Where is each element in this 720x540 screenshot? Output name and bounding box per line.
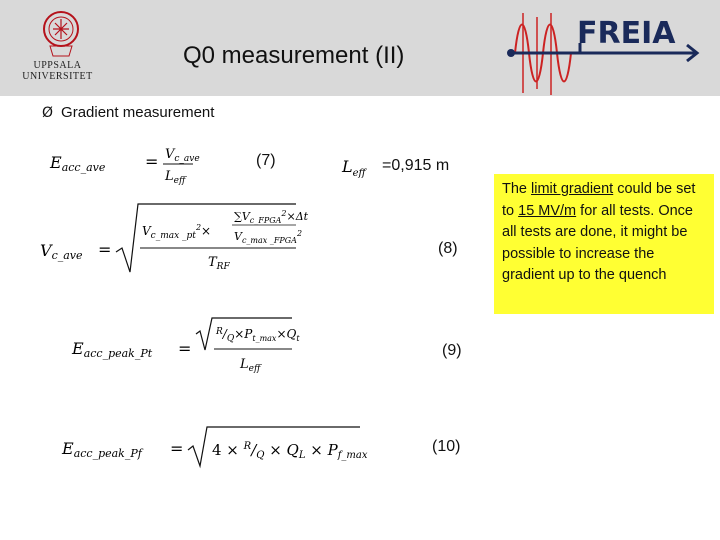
uu-logo-line1: UPPSALA [33, 60, 82, 71]
svg-text:=: = [178, 339, 192, 358]
svg-text:Leff: $L_{eff}$ [165, 169, 186, 186]
note-gradient-value: 15 MV/m [518, 202, 577, 219]
eq10-number: (10) [432, 438, 461, 455]
freia-logo-text: FREIA [577, 16, 676, 51]
equation-10 [60, 420, 370, 472]
svg-text:Eacc_peak_Pf: Eacc_peak_Pf [62, 439, 142, 460]
svg-text:Eacc_peak_Pt: Eacc_peak_Pt [72, 339, 153, 360]
equation-8 [38, 200, 309, 275]
bullet-item [42, 104, 214, 121]
svg-text:TRF: $T_{RF}$ [208, 255, 230, 272]
uppsala-university-logo [10, 10, 105, 90]
svg-text:Eacc_ave: Eacc_ave [50, 153, 106, 174]
uu-seal-icon [42, 10, 80, 60]
svg-text:4 × R/Q × QL × Pf_max: $4 \times ^R/_Q \times Q_L \times P_{f\_max}$ [212, 441, 368, 461]
uu-logo-line2: UNIVERSITET [22, 71, 93, 82]
svg-text:∑Vc_FPGA2×Δt: $\sum V_{c\_FPGA}^2\times\Delta t$ [234, 209, 309, 225]
note-limit-gradient: limit gradient [531, 181, 614, 197]
leff-value: =0,915 m [382, 157, 450, 174]
leff-symbol [340, 156, 382, 180]
eq8-number: (8) [438, 240, 458, 257]
note-text-2: could be set to [502, 181, 696, 219]
svg-text:Vc_max _FPGA2: $V_{c\_max \_FPGA}^2$ [234, 229, 303, 245]
equation-9 [70, 316, 300, 374]
freia-logo [505, 5, 705, 100]
bullet-text: Gradient measurement [61, 104, 215, 121]
bullet-arrow-icon: Ø [42, 104, 54, 121]
svg-text:=: = [170, 439, 184, 458]
slide-title: Q0 measurement (II) [183, 42, 405, 69]
note-text-3: for all tests. Once all tests are done, it might be possible to increase the gradient up to the quench [502, 202, 693, 283]
svg-text:Vc_ave: Vc_ave [40, 241, 83, 262]
note-box [494, 174, 714, 314]
svg-text:=: = [98, 240, 112, 259]
equation-7 [45, 140, 200, 186]
svg-text:R/Q×Pt_max×Qt: $^R/_Q\times P_{t\_max}\times Q_t$ [216, 327, 300, 344]
svg-text:=: = [145, 152, 159, 171]
note-text-1: The [502, 181, 532, 197]
svg-text:Leff: $L_{eff}$ [342, 157, 366, 179]
svg-text:Vc_ave: $V_{c\_ave}$ [165, 147, 200, 164]
svg-text:Vc_max _pt2×: $V_{c\_max \_pt}^2\times$ [142, 223, 212, 241]
svg-text:Leff: $L_{eff}$ [240, 357, 261, 374]
eq9-number: (9) [442, 342, 462, 359]
eq7-number: (7) [256, 152, 276, 169]
